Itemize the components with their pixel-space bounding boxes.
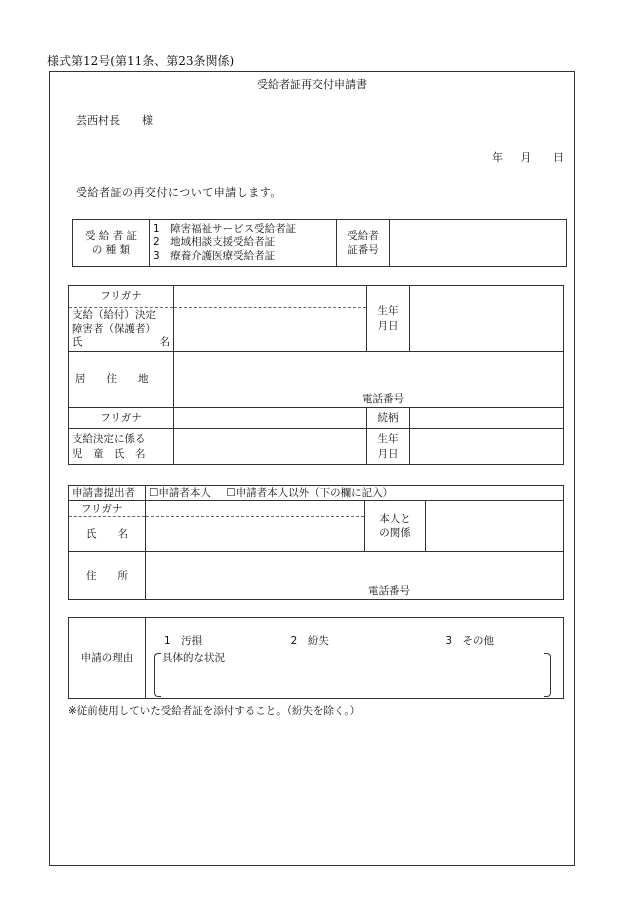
child-furigana-label: フリガナ [69,408,174,429]
form-title: 受給者証再交付申請書 [257,78,367,91]
child-furigana-field[interactable] [174,408,367,429]
reason-table [68,617,564,699]
detail-field[interactable] [164,666,540,694]
submitter-furigana-label: フリガナ [69,501,146,517]
submitter-address-field[interactable] [146,552,564,600]
submitter-label: 申請書提出者 [69,486,146,501]
other-checkbox[interactable]: ☐ [226,487,236,499]
child-birth-field[interactable] [410,429,564,465]
furigana-label: フリガナ [69,286,174,308]
submitter-options [146,486,564,501]
recipient-name-field[interactable] [174,308,367,352]
date-line [492,149,572,165]
child-birth-label: 生年 月日 [367,429,410,465]
submitter-furigana-field[interactable] [146,501,365,517]
cert-number-field[interactable] [390,220,567,267]
address-label: 居 住 地 [69,352,174,408]
reason-field [146,618,564,699]
address-phone-label: 電話番号 [362,392,404,405]
child-name-field[interactable] [174,429,367,465]
date-year: 年 [492,151,503,164]
addressee: 芸西村長 様 [76,114,153,127]
birth-field[interactable] [410,286,564,352]
intro-text: 受給者証の再交付について申請します。 [76,186,282,199]
reason-option-other[interactable]: 3 その他 [445,635,494,647]
bracket-right [544,653,551,697]
recipient-table [68,285,564,465]
cert-type-options [150,220,337,267]
cert-type-table [72,219,567,267]
reason-option-lost[interactable]: 2 紛失 [290,635,329,647]
submitter-name-field[interactable] [146,517,365,552]
address-field[interactable] [174,352,564,408]
bracket-left [154,653,161,697]
submitter-table [68,485,564,600]
cert-option-2[interactable]: 2 地域相談支援受給者証 [153,236,276,249]
form-code: 様式第12号(第11条、第23条関係) [47,54,235,68]
relation-field[interactable] [410,408,564,429]
date-day: 日 [553,151,564,164]
submitter-relation-label: 本人と の関係 [365,501,426,552]
self-checkbox[interactable]: ☐ [149,487,159,499]
recipient-name-label: 支給（給付）決定 障害者（保護者） 氏 名 [69,308,174,352]
detail-label: 具体的な状況 [162,652,225,664]
self-option-label: 申請者本人 [158,487,211,499]
furigana-field[interactable] [174,286,367,308]
reason-option-soiled[interactable]: 1 汚損 [164,635,203,647]
footnote: ※従前使用していた受給者証を添付すること。（紛失を除く。） [68,705,361,717]
other-option-label: 申請者本人以外（下の欄に記入） [235,487,394,499]
relation-label: 続柄 [367,408,410,429]
cert-option-1[interactable]: 1 障害福祉サービス受給者証 [153,223,297,236]
submitter-phone-label: 電話番号 [368,585,410,597]
reason-label: 申請の理由 [69,618,146,699]
cert-number-label: 受給者 証番号 [337,220,390,267]
cert-option-3[interactable]: 3 療養介護医療受給者証 [153,249,276,262]
cert-type-label: 受 給 者 証 の 種 類 [73,220,150,267]
submitter-address-label: 住 所 [69,552,146,600]
submitter-name-label: 氏 名 [69,517,146,552]
birth-label: 生年 月日 [367,286,410,352]
child-name-label: 支給決定に係る 児 童 氏 名 [69,429,174,465]
submitter-relation-field[interactable] [426,501,564,552]
date-month: 月 [520,151,532,164]
